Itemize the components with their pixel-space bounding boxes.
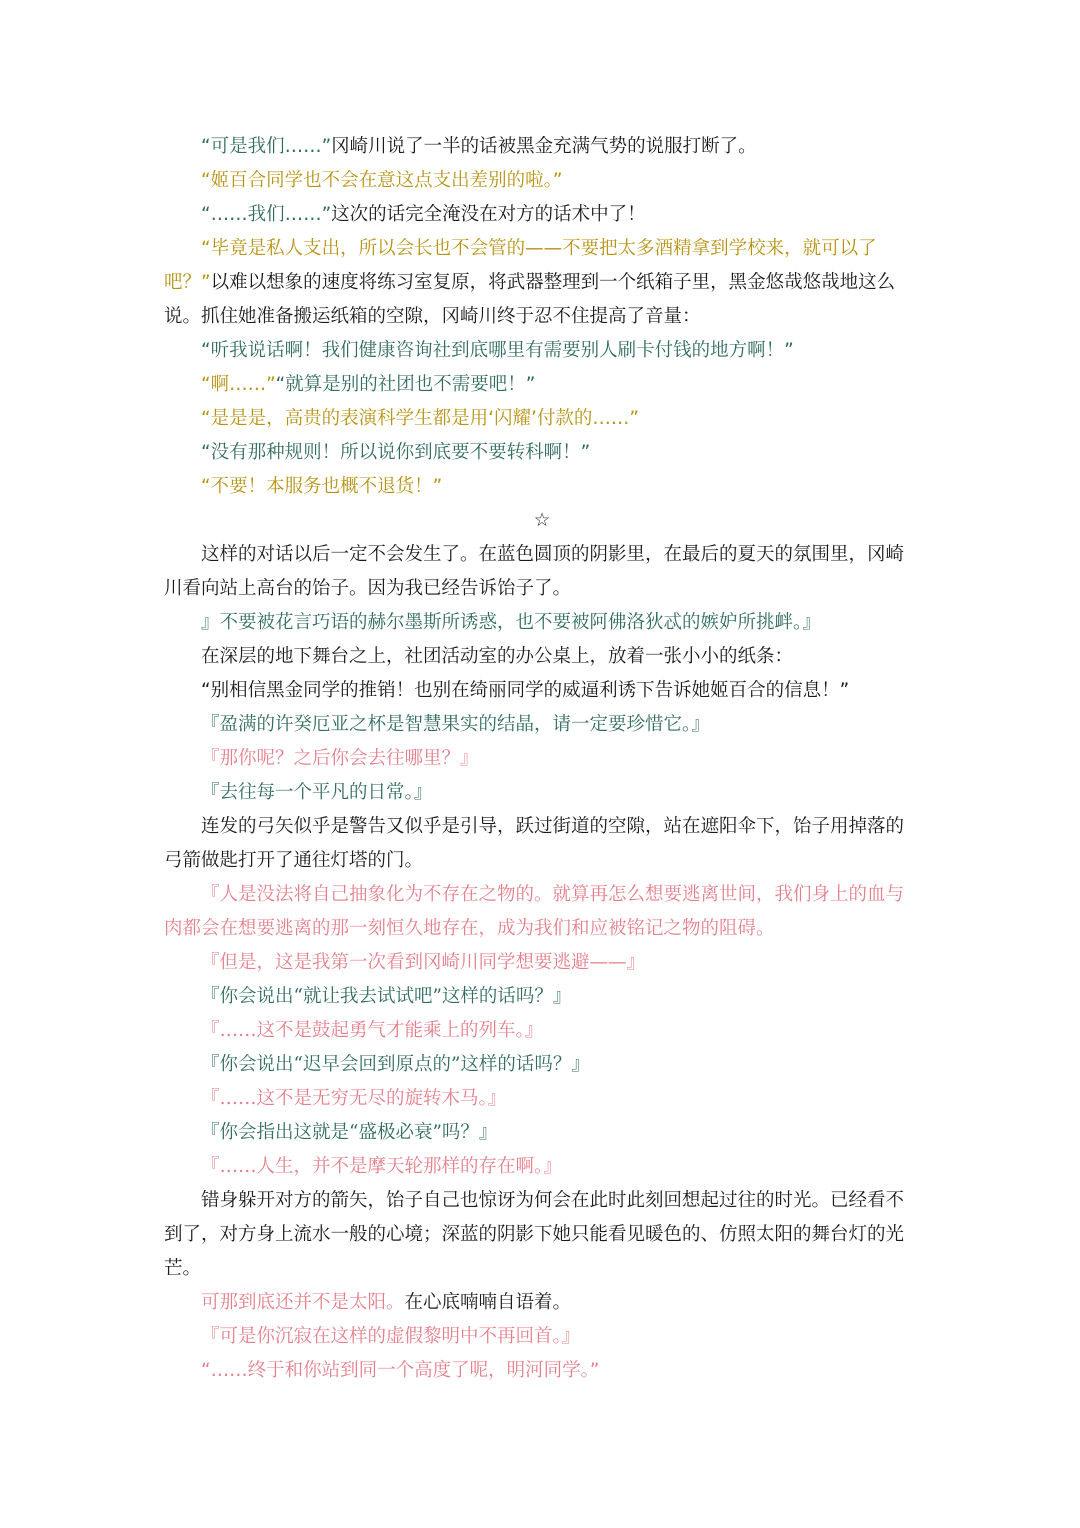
text-segment: 『那你呢？之后你会去往哪里？』: [201, 748, 479, 769]
text-segment: 错身躲开对方的箭矢，饴子自己也惊讶为何会在此时此刻回想起过往的时光。已经看不到了，对方身上流水一般的心境；深蓝的阴影下她只能看见暖色的、仿照太阳的舞台灯的光芒。: [164, 1190, 905, 1279]
text-segment: 这样的对话以后一定不会发生了。在蓝色圆顶的阴影里，在最后的夏天的氛围里，冈崎川看向站上高台的饴子。因为我已经告诉饴子了。: [164, 544, 905, 599]
paragraph: [164, 334, 920, 368]
paragraph: [164, 1116, 920, 1150]
paragraph: [164, 538, 920, 606]
text-segment: 『盈满的许癸厄亚之杯是智慧果实的结晶，请一定要珍惜它。』: [201, 714, 710, 735]
paragraph: [164, 1048, 920, 1082]
text-segment: “就算是别的社团也不需要吧！”: [275, 374, 536, 395]
paragraph: [164, 810, 920, 878]
text-segment: 连发的弓矢似乎是警告又似乎是引导，跃过街道的空隙，站在遮阳伞下，饴子用掉落的弓箭做匙打开了通往灯塔的门。: [164, 816, 905, 871]
text-segment: 『……这不是鼓起勇气才能乘上的列车。』: [201, 1020, 544, 1041]
paragraph: [164, 402, 920, 436]
text-segment: 『你会说出“迟早会回到原点的”这样的话吗？』: [201, 1054, 590, 1075]
paragraph: [164, 776, 920, 810]
section-divider: [164, 504, 920, 538]
text-segment: 『你会说出“就让我去试试吧”这样的话吗？』: [201, 986, 572, 1007]
text-segment: 这次的话完全淹没在对方的话术中了！: [331, 204, 646, 225]
text-segment: 以难以想象的速度将练习室复原，将武器整理到一个纸箱子里，黑金悠哉悠哉地这么说。抓住她准备搬运纸箱的空隙，冈崎川终于忍不住提高了音量：: [164, 272, 896, 327]
paragraph: [164, 232, 920, 334]
document-body: [164, 130, 920, 1388]
text-segment: 『人是没法将自己抽象化为不存在之物的。就算再怎么想要逃离世间，我们身上的血与肉都会在想要逃离的那一刻恒久地存在，成为我们和应被铭记之物的阻碍。: [164, 884, 905, 939]
paragraph: [164, 980, 920, 1014]
text-segment: “可是我们……”: [201, 136, 332, 157]
text-segment: “……终于和你站到同一个高度了呢，明河同学。”: [201, 1360, 600, 1381]
paragraph: [164, 1150, 920, 1184]
text-segment: 『……这不是无穷无尽的旋转木马。』: [201, 1088, 507, 1109]
text-segment: 『可是你沉寂在这样的虚假黎明中不再回首。』: [201, 1326, 581, 1347]
paragraph: [164, 1014, 920, 1048]
paragraph: [164, 1082, 920, 1116]
paragraph: [164, 436, 920, 470]
text-segment: “是是是，高贵的表演科学生都是用‘闪耀’付款的……”: [201, 408, 639, 429]
text-segment: 可那到底还并不是太阳。: [201, 1292, 405, 1313]
text-segment: “姬百合同学也不会在意这点支出差别的啦。”: [201, 170, 563, 191]
text-segment: 冈崎川说了一半的话被黑金充满气势的说服打断了。: [331, 136, 757, 157]
text-segment: 』不要被花言巧语的赫尔墨斯所诱惑，也不要被阿佛洛狄忒的嫉妒所挑衅。』: [201, 612, 821, 633]
text-segment: 在深层的地下舞台之上，社团活动室的办公桌上，放着一张小小的纸条：: [201, 646, 794, 667]
paragraph: [164, 946, 920, 980]
paragraph: [164, 1184, 920, 1286]
text-segment: “毕竟是私人支出，所以会长也不会管的——不要把太多酒精拿到学校来，就可以了吧？”: [164, 238, 877, 293]
paragraph: [164, 1320, 920, 1354]
text-segment: 『你会指出这就是“盛极必衰”吗？』: [201, 1122, 498, 1143]
paragraph: [164, 878, 920, 946]
text-segment: 『……人生，并不是摩天轮那样的存在啊。』: [201, 1156, 562, 1177]
paragraph: [164, 640, 920, 674]
paragraph: [164, 198, 920, 232]
text-segment: ☆: [533, 510, 551, 531]
text-segment: “没有那种规则！所以说你到底要不要转科啊！”: [201, 442, 591, 463]
paragraph: [164, 470, 920, 504]
text-segment: “啊……”: [201, 374, 276, 395]
text-segment: “不要！本服务也概不退货！”: [201, 476, 443, 497]
paragraph: [164, 674, 920, 708]
text-segment: “……我们……”: [201, 204, 332, 225]
paragraph: [164, 368, 920, 402]
paragraph: [164, 708, 920, 742]
paragraph: [164, 1354, 920, 1388]
text-segment: “别相信黑金同学的推销！也别在绮丽同学的威逼利诱下告诉她姬百合的信息！”: [201, 680, 850, 701]
paragraph: [164, 1286, 920, 1320]
paragraph: [164, 742, 920, 776]
text-segment: 在心底喃喃自语着。: [404, 1292, 572, 1313]
text-segment: “听我说话啊！我们健康咨询社到底哪里有需要别人刷卡付钱的地方啊！”: [201, 340, 794, 361]
paragraph: [164, 606, 920, 640]
text-segment: 『但是，这是我第一次看到冈崎川同学想要逃避——』: [201, 952, 646, 973]
paragraph: [164, 164, 920, 198]
paragraph: [164, 130, 920, 164]
text-segment: 『去往每一个平凡的日常。』: [201, 782, 433, 803]
